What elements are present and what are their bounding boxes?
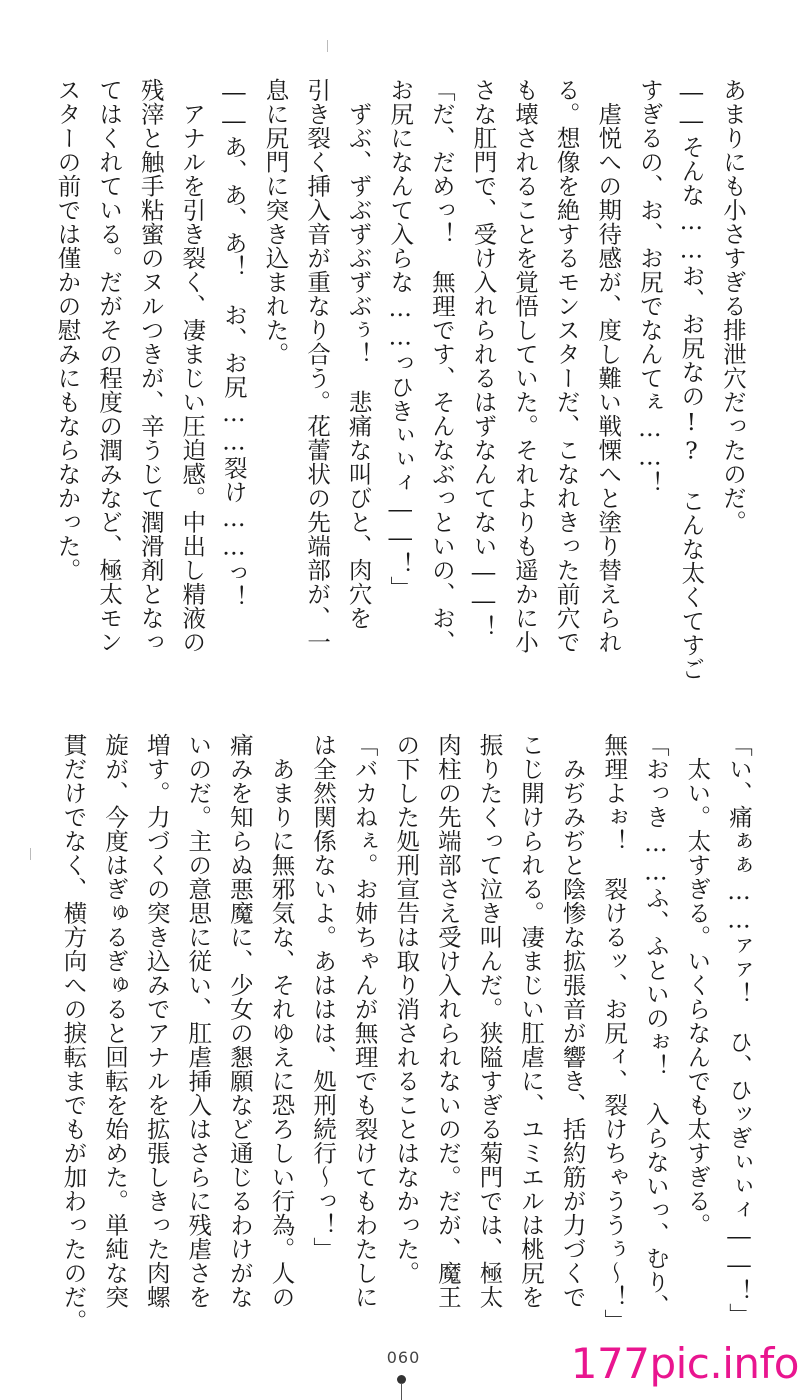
upper-text-block bbox=[54, 78, 748, 698]
text-column: 旋が、今度はぎゅるぎゅると回転を始めた。単純な突 bbox=[101, 733, 130, 1309]
text-column: 息に尻門に突き込まれた。 bbox=[261, 78, 290, 366]
text-column: 無理よぉ！ 裂けるッ、お尻ィ、裂けちゃううぅ～！」 bbox=[600, 733, 629, 1333]
text-column: あまりに無邪気な、それゆえに恐ろしい行為。人の bbox=[267, 757, 296, 1309]
text-column: てはくれている。だがその程度の潤みなど、極太モン bbox=[95, 78, 124, 654]
text-column: さな肛門で、受け入れられるはずなんてない――！ bbox=[469, 78, 498, 639]
text-column: 肉柱の先端部さえ受け入れられないのだ。だが、魔王 bbox=[433, 733, 462, 1309]
text-column: ずぶ、ずぶずぶずぶぅ！ 悲痛な叫びと、肉穴を bbox=[344, 102, 373, 630]
lower-text-block bbox=[60, 733, 754, 1333]
text-column: 貫だけでなく、横方向への捩転までもが加わったのだ。 bbox=[59, 733, 88, 1333]
margin-mark-left bbox=[30, 848, 31, 860]
text-column: る。想像を絶するモンスターだ、こなれきった前穴で bbox=[552, 78, 581, 654]
text-column: 増す。力づくの突き込みでアナルを拡張しきった肉螺 bbox=[142, 733, 171, 1309]
text-column: お尻になんて入らな……っひきぃぃィ――！」 bbox=[386, 78, 415, 600]
text-column: 「おっき……ふ、ふといのぉ！ 入らないっ、むり、 bbox=[641, 733, 670, 1318]
text-column: 振りたくって泣き叫んだ。狭隘すぎる菊門では、極太 bbox=[475, 733, 504, 1309]
text-column: 「バカねぇ。お姉ちゃんが無理でも裂けてもわたしに bbox=[350, 733, 379, 1309]
watermark-link[interactable]: 177pic.info bbox=[570, 1339, 799, 1388]
text-column: すぎるの、お、お尻でなんてぇ……！ bbox=[635, 78, 664, 495]
text-column: スターの前では僅かの慰みにもならなかった。 bbox=[53, 78, 82, 582]
text-column: みぢみぢと陰惨な拡張音が響き、括約筋が力づくで bbox=[558, 757, 587, 1309]
text-column: 「い、痛ぁぁ……ァァ！ ひ、ひッぎぃぃィ――！」 bbox=[725, 733, 753, 1327]
text-column: ――あ、あ、あ！ お、お尻……裂け……っ！ bbox=[219, 78, 248, 609]
text-column: 太い。太すぎる。いくらなんでも太すぎる。 bbox=[683, 757, 712, 1237]
text-column: 痛みを知らぬ悪魔に、少女の懇願など通じるわけがな bbox=[225, 733, 254, 1309]
text-column: ――そんな……お、お尻なの!? こんな太くてすご bbox=[677, 78, 706, 681]
text-column: も壊されることを覚悟していた。それよりも遥かに小 bbox=[511, 78, 540, 654]
text-column: こじ開けられる。凄まじい肛虐に、ユミエルは桃尻を bbox=[517, 733, 546, 1309]
margin-mark-top bbox=[327, 40, 328, 52]
page-number: 060 bbox=[386, 1348, 421, 1367]
text-column: 引き裂く挿入音が重なり合う。花蕾状の先端部が、一 bbox=[303, 78, 332, 654]
text-column: あまりにも小さすぎる排泄穴だったのだ。 bbox=[719, 78, 747, 534]
text-column: 虐悦への期待感が、度し難い戦慄へと塗り替えられ bbox=[594, 102, 623, 654]
text-column: 残滓と触手粘蜜のヌルつきが、辛うじて潤滑剤となっ bbox=[136, 78, 165, 654]
text-column: 「だ、だめっ！ 無理です、そんなぶっといの、お、 bbox=[427, 78, 456, 654]
folio-stem bbox=[401, 1383, 402, 1400]
text-column: アナルを引き裂く、凄まじい圧迫感。中出し精液の bbox=[178, 102, 207, 654]
text-column: は全然関係ないよ。あははは、処刑続行～っ！」 bbox=[309, 733, 338, 1261]
text-column: の下した処刑宣告は取り消されることはなかった。 bbox=[392, 733, 421, 1285]
text-column: いのだ。主の意思に従い、肛虐挿入はさらに残虐さを bbox=[184, 733, 213, 1309]
